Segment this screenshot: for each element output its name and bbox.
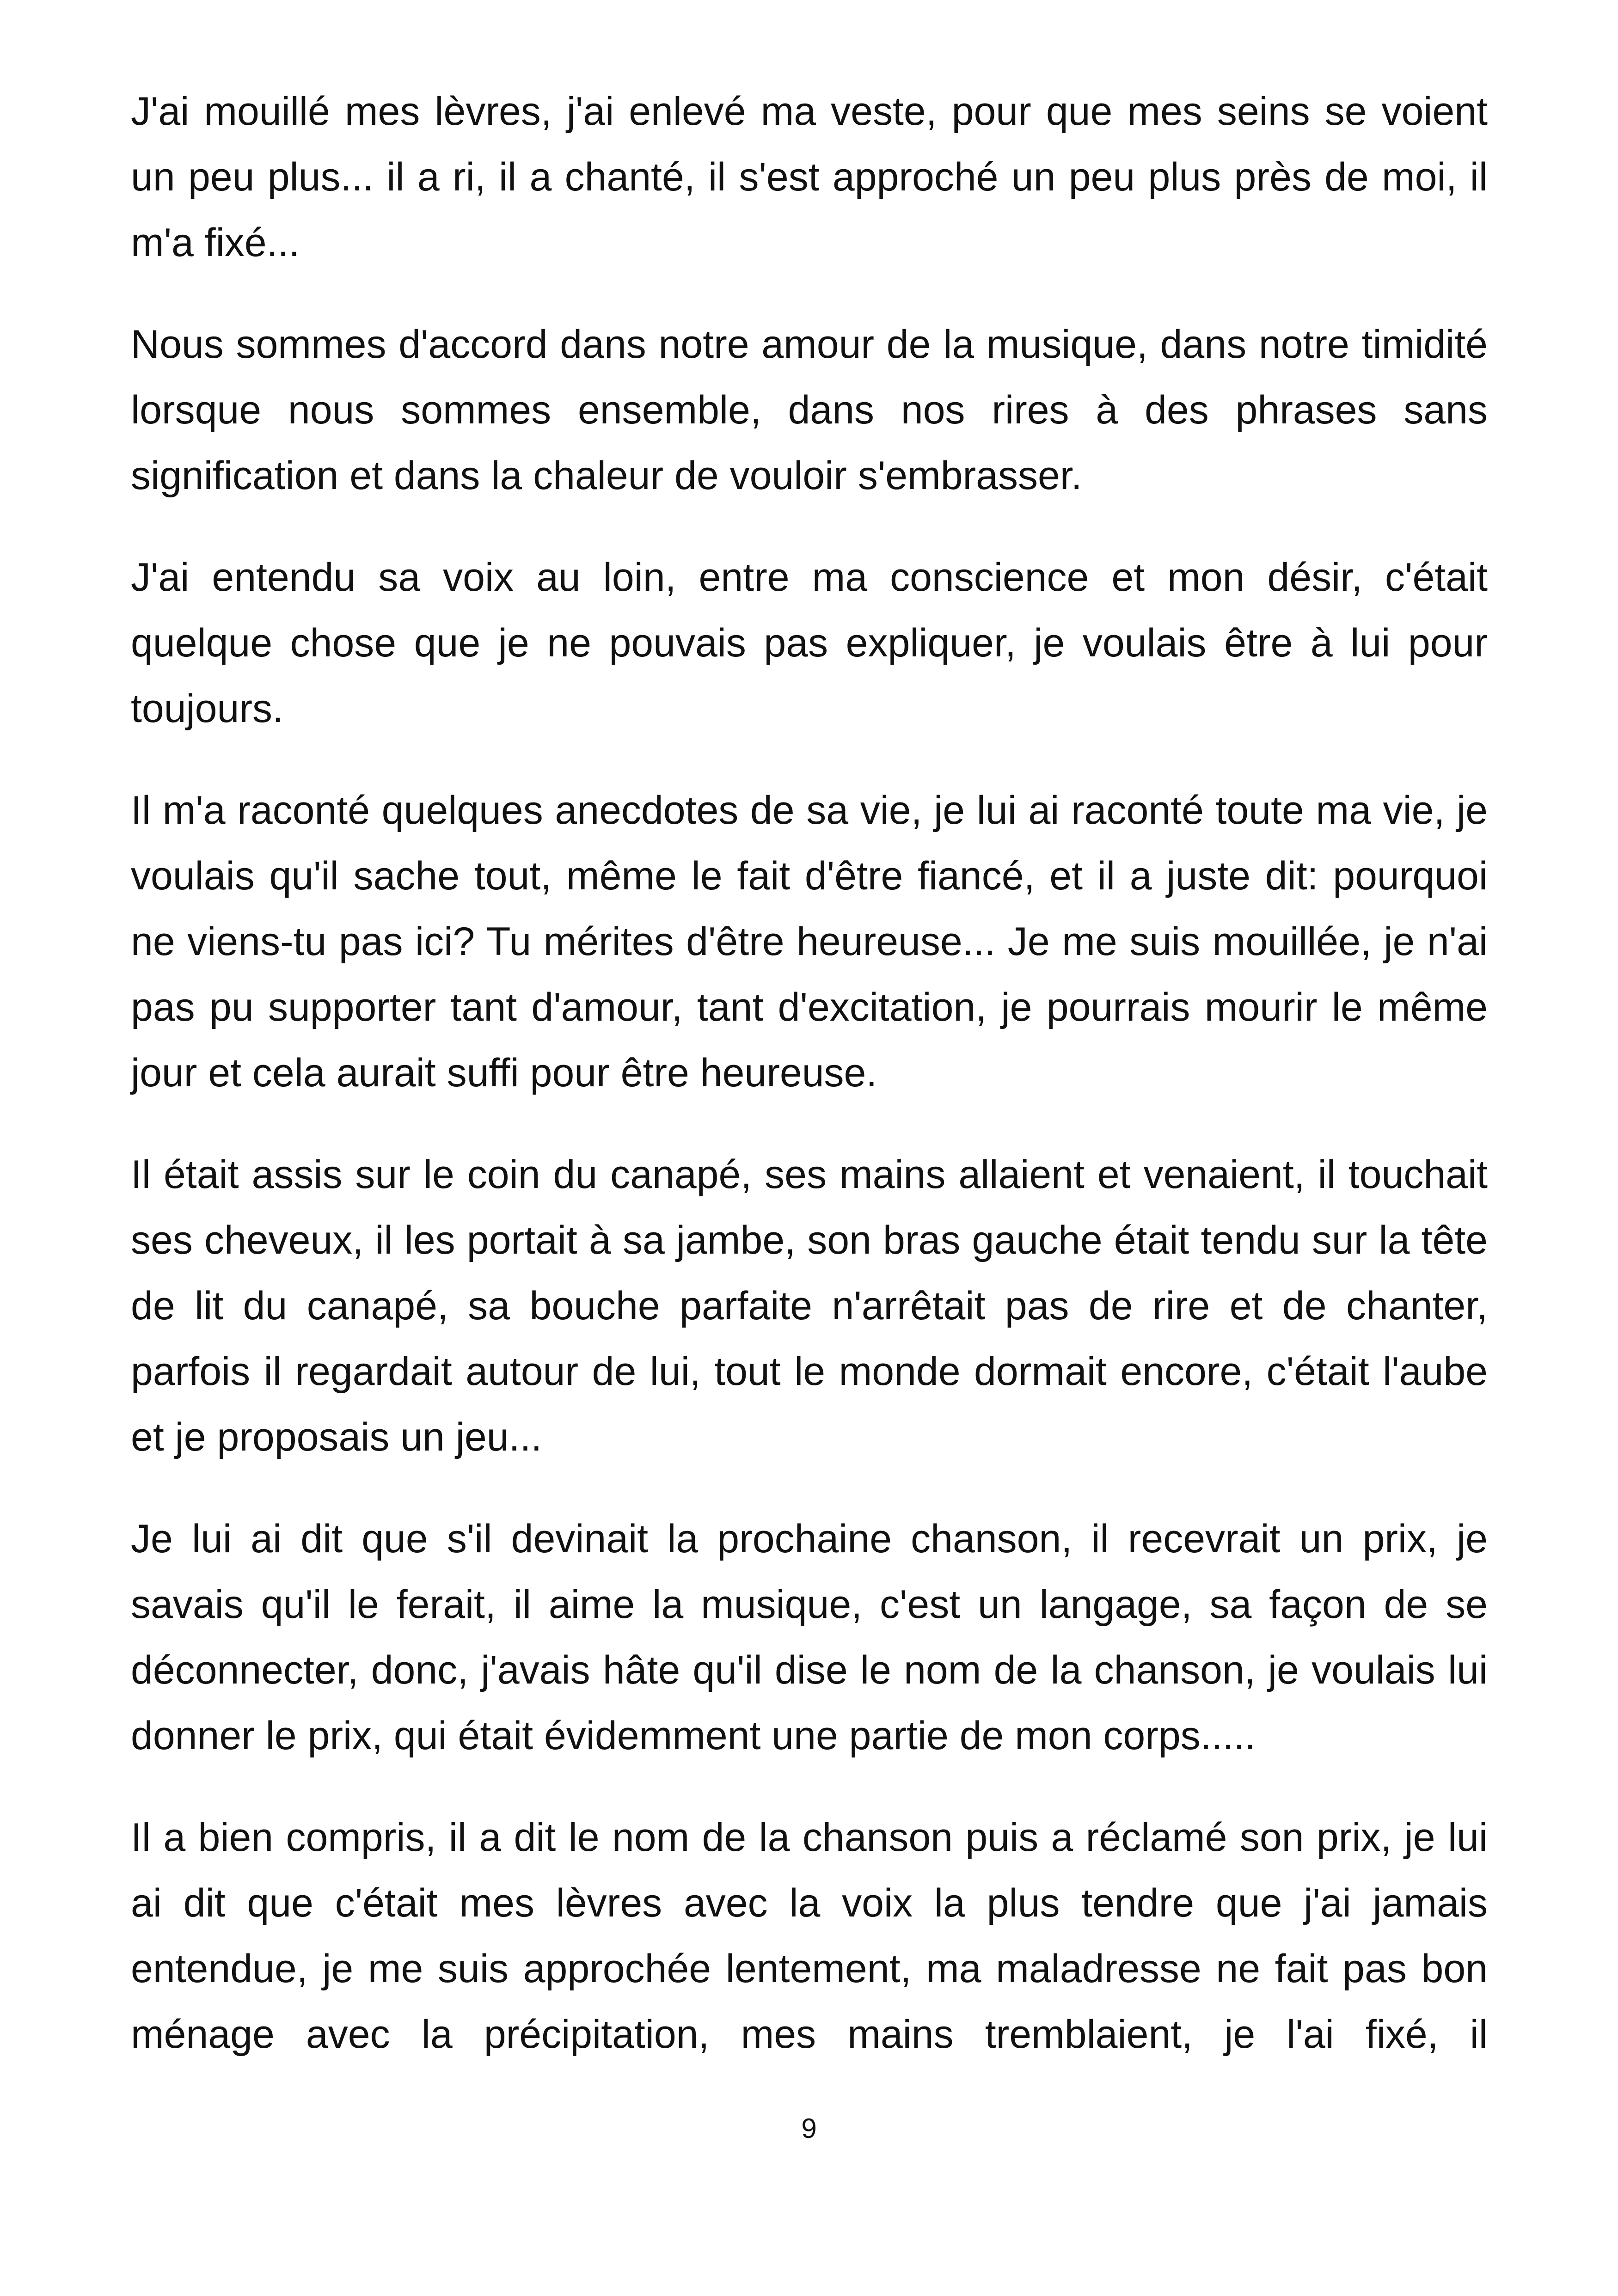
page-number: 9 [801, 2113, 817, 2144]
paragraph-2: Nous sommes d'accord dans notre amour de la musique, dans notre timidité lorsque nous sommes ensemble, dans nos rires à des phrases sans signification et dans la chaleur de vouloir s'embrasser. [131, 322, 1488, 498]
paragraph-1: J'ai mouillé mes lèvres, j'ai enlevé ma veste, pour que mes seins se voient un peu plus... il a ri, il a chanté, il s'est approché un peu plus près de moi, il m'a fixé... [131, 89, 1488, 265]
body-text [131, 79, 1488, 2067]
paragraph-6: Je lui ai dit que s'il devinait la prochaine chanson, il recevrait un prix, je savais qu'il le ferait, il aime la musique, c'est un langage, sa façon de se déconnecter, donc, j'avais hâte qu'il dise le nom de la chanson, je voulais lui donner le prix, qui était évidemment une partie de mon corps..... [131, 1517, 1488, 1758]
paragraph-5: Il était assis sur le coin du canapé, ses mains allaient et venaient, il touchait ses cheveux, il les portait à sa jambe, son bras gauche était tendu sur la tête de lit du canapé, sa bouche parfaite n'arrêtait pas de rire et de chanter, parfois il regardait autour de lui, tout le monde dormait encore, c'était l'aube et je proposais un jeu... [131, 1152, 1488, 1459]
paragraph-3: J'ai entendu sa voix au loin, entre ma conscience et mon désir, c'était quelque chose que je ne pouvais pas expliquer, je voulais être à lui pour toujours. [131, 555, 1488, 731]
paragraph-4: Il m'a raconté quelques anecdotes de sa vie, je lui ai raconté toute ma vie, je voulais qu'il sache tout, même le fait d'être fiancé, et il a juste dit: pourquoi ne viens-tu pas ici? Tu mérites d'être heureuse... Je me suis mouillée, je n'ai pas pu supporter tant d'amour, tant d'excitation, je pourrais mourir le même jour et cela aurait suffi pour être heureuse. [131, 788, 1488, 1095]
paragraph-7: Il a bien compris, il a dit le nom de la chanson puis a réclamé son prix, je lui ai dit que c'était mes lèvres avec la voix la plus tendre que j'ai jamais entendue, je me suis approchée lentement, ma maladresse ne fait pas bon ménage avec la précipitation, mes mains tremblaient, je l'ai fixé, il [131, 1815, 1488, 2057]
